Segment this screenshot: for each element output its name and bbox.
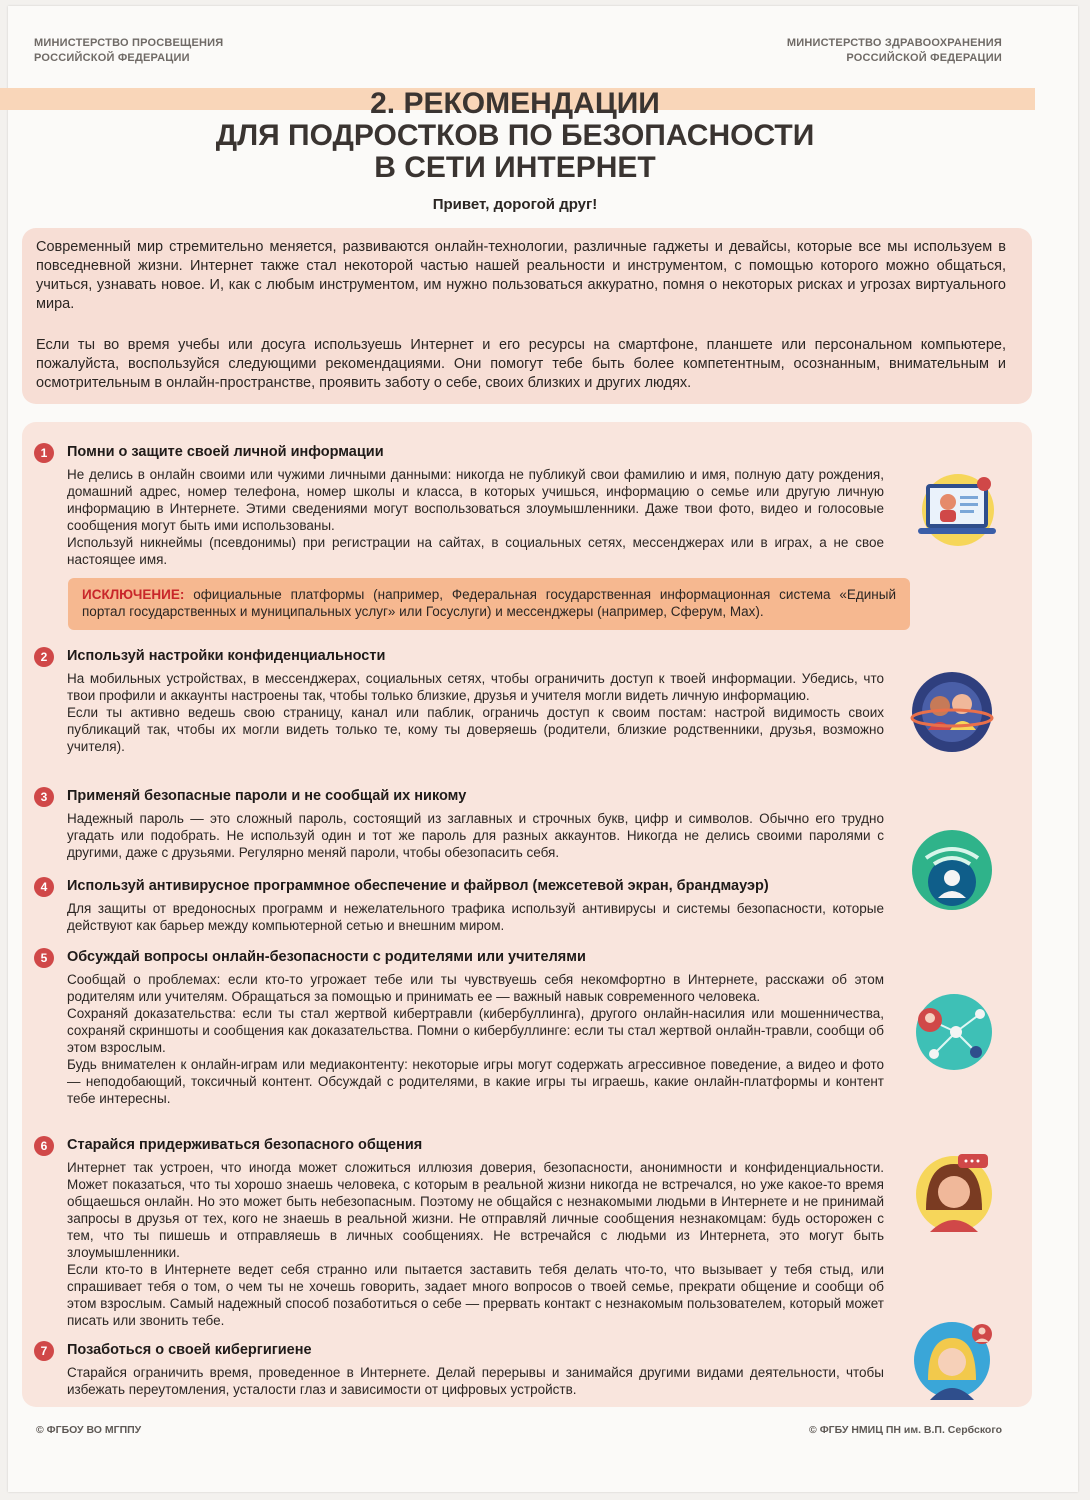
recommendation-text: Сохраняй доказательства: если ты стал жертвой кибертравли (кибербуллинга), другого онлайн-насилия или мошенничества, сохраняй скриншоты и сообщения как доказательства. Помни о кибербуллинге: если ты стал жертвой онлайн-травли, сообщи об этом взрослым. [67, 1006, 884, 1055]
cyber-hygiene-girl-icon [906, 1316, 998, 1402]
recommendation-text: На мобильных устройствах, в мессенджерах, социальных сетях, чтобы ограничить доступ к твоей информации. Убедись, что твои профили и аккаунты настроены так, чтобы только близкие, друзья и учителя могли видеть личную информацию. [67, 671, 884, 703]
recommendation-2 [34, 647, 884, 755]
number-badge: 5 [34, 948, 54, 968]
ministry-education [34, 36, 223, 66]
exception-box [68, 578, 910, 630]
intro-panel [22, 228, 1032, 404]
recommendation-title: Используй антивирусное программное обеспечение и файрвол (межсетевой экран, брандмауэр) [67, 878, 769, 894]
title-line-1: 2. РЕКОМЕНДАЦИИ [370, 87, 660, 120]
recommendation-title: Позаботься о своей кибергигиене [67, 1342, 312, 1358]
ministry-right-line1: МИНИСТЕРСТВО ЗДРАВООХРАНЕНИЯ [786, 37, 1002, 49]
recommendation-title: Помни о защите своей личной информации [67, 444, 384, 460]
recommendation-text: Старайся ограничить время, проведенное в Интернете. Делай перерывы и занимайся другими видами деятельности, чтобы избежать переутомления, усталости глаз и зависимости от цифровых устройств. [67, 1365, 884, 1397]
number-badge: 4 [34, 877, 54, 897]
number-badge: 1 [34, 443, 54, 463]
ministry-left-line1: МИНИСТЕРСТВО ПРОСВЕЩЕНИЯ [34, 37, 224, 49]
ministry-right-line2: РОССИЙСКОЙ ФЕДЕРАЦИИ [846, 52, 1002, 64]
laptop-profile-icon [912, 472, 998, 556]
recommendation-title: Обсуждай вопросы онлайн-безопасности с родителями или учителями [67, 949, 586, 965]
recommendation-text: Интернет так устроен, что иногда может сложиться иллюзия доверия, безопасности, анонимности и конфиденциальности. Может показаться, что ты хорошо знаешь человека, с которым в реальной жизни никогда не встречался, но уже какое-то время общаешься онлайн. Но это может быть небезопасным. Поэтому не общайся с незнакомыми людьми в Интернете и не принимай запросы в друзья от тех, кого не знаешь в реальной жизни. Не отправляй личные сообщения незнакомцам: будь осторожен с тем, что ты пишешь и отправляешь в личных сообщениях. Не встречайся с людьми из Интернета, это могут быть злоумышленники. [67, 1160, 884, 1260]
greeting: Привет, дорогой друг! [432, 196, 598, 213]
ministry-health [787, 36, 1002, 66]
page-title [0, 88, 1030, 184]
recommendation-1 [34, 443, 884, 568]
recommendation-title: Применяй безопасные пароли и не сообщай их никому [67, 788, 467, 804]
recommendation-text: Используй никнеймы (псевдонимы) при регистрации на сайтах, в социальных сетях, мессенджерах или в играх, а не свое настоящее имя. [67, 535, 884, 567]
title-line-3: В СЕТИ ИНТЕРНЕТ [374, 151, 656, 184]
intro-paragraph-2: Если ты во время учебы или досуга используешь Интернет и его ресурсы на смартфоне, планшете или персональном компьютере, пожалуйста, воспользуйся следующими рекомендациями. Они помогут тебе быть более компетентным, осознанным, внимательным и осмотрительным в онлайн-пространстве, проявить заботу о себе, своих близких и других людях. [36, 337, 1006, 391]
recommendation-text: Будь внимателен к онлайн-играм или медиаконтенту: некоторые игры могут содержать агрессивное поведение, а видео и фото — неподобающий, токсичный контент. Обсуждай с родителями, в какие игры ты играешь, какие онлайн-платформы и контент тебе интересны. [67, 1057, 884, 1106]
recommendation-4 [34, 877, 884, 934]
recommendation-text: Сообщай о проблемах: если кто-то угрожает тебе или ты чувствуешь себя некомфортно в Интернете, расскажи об этом родителям или учителям. Обращаться за помощью и принимать ее — важный навык современного человека. [67, 972, 884, 1004]
ministry-left-line2: РОССИЙСКОЙ ФЕДЕРАЦИИ [34, 52, 190, 64]
footer-right: © ФГБУ НМИЦ ПН им. В.П. Сербского [809, 1424, 1002, 1436]
recommendation-text: Надежный пароль — это сложный пароль, состоящий из заглавных и строчных букв, цифр и символов. Обычно его трудно угадать или подобрать. Не используй один и тот же пароль для разных аккаунтов. Никогда не делись своими паролями с другими, даже с друзьями. Регулярно меняй пароли, чтобы обезопасить себя. [67, 811, 884, 860]
exception-body: официальные платформы (например, Федеральная государственная информационная система «Единый портал государственных и муниципальных услуг» или Госуслуги) и мессенджеры (например, Сферум, Max). [82, 587, 896, 619]
network-people-icon [906, 990, 998, 1074]
number-badge: 2 [34, 647, 54, 667]
exception-label: ИСКЛЮЧЕНИЕ: [82, 587, 185, 602]
recommendation-text: Если ты активно ведешь свою страницу, канал или паблик, ограничь доступ к своим постам: настрой видимость своих публикаций так, чтобы их могли видеть только те, кому ты доверяешь (родители, близкие родственники, друзья, возможно учителя). [67, 705, 884, 754]
recommendation-6 [34, 1136, 884, 1329]
recommendation-title: Старайся придерживаться безопасного общения [67, 1137, 423, 1153]
recommendation-title: Используй настройки конфиденциальности [67, 648, 386, 664]
password-user-icon [908, 826, 996, 914]
footer-left: © ФГБОУ ВО МГППУ [36, 1424, 142, 1436]
recommendation-text: Для защиты от вредоносных программ и нежелательного трафика используй антивирусы и системы безопасности, которые действуют как барьер между компьютерной сетью и внешним миром. [67, 901, 884, 933]
recommendation-text: Если кто-то в Интернете ведет себя странно или пытается заставить тебя делать что-то, что вызывает у тебя стыд, или спрашивает тебя о том, о чем ты не хочешь говорить, задает много вопросов о твоей семье, прекрати общение и сообщи об этом взрослым. Самый надежный способ позаботиться о себе — прервать контакт с незнакомым пользователем, который может писать или звонить тебе. [67, 1262, 884, 1328]
recommendation-3 [34, 787, 884, 861]
exception-text [68, 578, 910, 628]
recommendation-text: Не делись в онлайн своими или чужими личными данными: никогда не публикуй свои фамилию и имя, полную дату рождения, домашний адрес, номер телефона, номер школы и класса, в которых учишься, информацию о семье или другую личную информацию в Интернете. Этими сведениями могут воспользоваться злоумышленники. Даже твои фото, видео и голосовые сообщения могут быть ими использованы. [67, 467, 884, 533]
number-badge: 7 [34, 1341, 54, 1361]
number-badge: 6 [34, 1136, 54, 1156]
title-line-2: ДЛЯ ПОДРОСТКОВ ПО БЕЗОПАСНОСТИ [215, 119, 815, 152]
recommendation-5 [34, 948, 884, 1107]
recommendation-7 [34, 1341, 884, 1398]
privacy-friends-icon [906, 670, 998, 754]
intro-paragraph-1: Современный мир стремительно меняется, развиваются онлайн-технологии, различные гаджеты и девайсы, которые все мы используем в повседневной жизни. Интернет также стал некоторой частью нашей реальности и инструментом, с помощью которого можно общаться, учиться, узнавать новое. И, как с любым инструментом, им нужно пользоваться аккуратно, помня о некоторых рисках и угрозах виртуального мира. [36, 239, 1006, 312]
number-badge: 3 [34, 787, 54, 807]
chat-girl-icon [910, 1150, 998, 1234]
